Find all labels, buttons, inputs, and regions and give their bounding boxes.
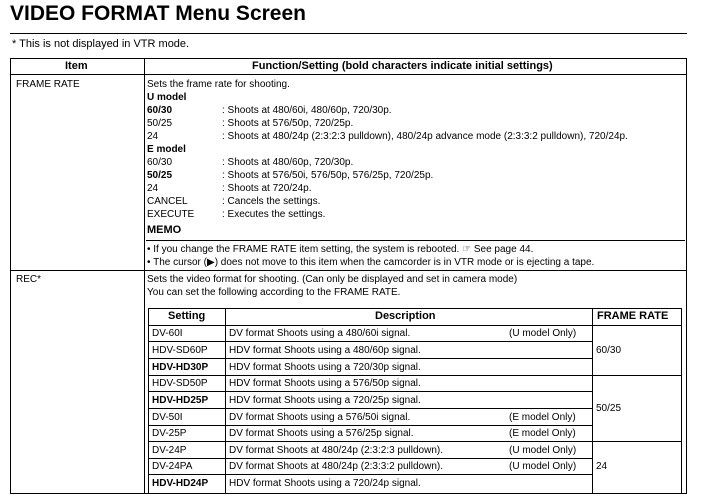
column-divider	[144, 58, 145, 494]
cancel-setting: CANCEL	[147, 196, 188, 207]
rec-setting-dv-25p: DV-25P	[152, 428, 187, 439]
rec-desc: HDV format Shoots using a 720/25p signal.	[229, 395, 421, 406]
rec-frame-rate-50-25: 50/25	[596, 403, 622, 414]
rec-header-frame-rate: FRAME RATE	[597, 310, 669, 322]
rec-desc: HDV format Shoots using a 720/30p signal.	[229, 362, 421, 373]
rec-setting-dv-24p: DV-24P	[152, 445, 187, 456]
rec-row-rule	[148, 408, 592, 409]
memo-rule	[146, 240, 685, 241]
rec-row-rule	[148, 358, 592, 359]
frame-rate-intro: Sets the frame rate for shooting.	[147, 79, 290, 90]
rec-model: (U model Only)	[509, 461, 577, 472]
rec-desc: DV format Shoots at 480/24p (2:3:3:2 pulldown).	[229, 461, 444, 472]
vtr-note: * This is not displayed in VTR mode.	[12, 38, 190, 50]
rec-setting-hdv-hd24p: HDV-HD24P	[152, 478, 209, 489]
u-desc-24: : Shoots at 480/24p (2:3:2:3 pulldown), 480/24p advance mode (2:3:3:2 pulldown), 720/24p.	[222, 131, 628, 142]
u-setting-60-30: 60/30	[147, 105, 173, 116]
rec-row-rule	[148, 474, 592, 475]
rec-setting-hdv-hd30p: HDV-HD30P	[152, 362, 209, 373]
u-setting-24: 24	[147, 131, 159, 142]
rec-header-description: Description	[375, 310, 436, 322]
rec-group-rule	[148, 375, 682, 376]
row-rule	[10, 270, 687, 271]
memo-line-2: • The cursor (▶) does not move to this item when the camcorder is in VTR mode or is ejecting a tape.	[147, 257, 595, 268]
rec-desc: HDV format Shoots using a 576/50p signal.	[229, 378, 421, 389]
execute-desc: : Executes the settings.	[222, 209, 326, 220]
rec-col-divider-1	[225, 308, 226, 494]
e-desc-50-25: : Shoots at 576/50i, 576/50p, 576/25p, 720/25p.	[222, 170, 434, 181]
rec-frame-rate-24: 24	[596, 461, 608, 472]
execute-setting: EXECUTE	[147, 209, 195, 220]
rec-desc: DV format Shoots at 480/24p (2:3:2:3 pulldown).	[229, 445, 444, 456]
rec-header-setting: Setting	[168, 310, 206, 322]
rec-desc: HDV format Shoots using a 720/24p signal.	[229, 478, 421, 489]
item-rec: REC*	[16, 274, 42, 285]
e-model-label: E model	[147, 144, 186, 155]
rec-setting-hdv-hd25p: HDV-HD25P	[152, 395, 209, 406]
header-item: Item	[65, 60, 88, 72]
item-frame-rate: FRAME RATE	[16, 79, 80, 90]
rec-model: (U model Only)	[509, 445, 577, 456]
u-desc-60-30: : Shoots at 480/60i, 480/60p, 720/30p.	[222, 105, 392, 116]
u-desc-50-25: : Shoots at 576/50p, 720/25p.	[222, 118, 354, 129]
memo-line-1: • If you change the FRAME RATE item setting, the system is rebooted. ☞ See page 44.	[147, 244, 534, 255]
memo-title: MEMO	[147, 224, 182, 236]
e-setting-24: 24	[147, 183, 159, 194]
rec-model: (E model Only)	[509, 428, 576, 439]
rec-setting-hdv-sd50p: HDV-SD50P	[152, 378, 208, 389]
rec-group-rule	[148, 441, 682, 442]
cancel-desc: : Cancels the settings.	[222, 196, 321, 207]
rec-setting-hdv-sd60p: HDV-SD60P	[152, 345, 208, 356]
rec-row-rule	[148, 341, 592, 342]
page-title: VIDEO FORMAT Menu Screen	[10, 2, 306, 25]
rec-row-rule	[148, 458, 592, 459]
header-rule	[10, 74, 687, 75]
header-function: Function/Setting (bold characters indicate initial settings)	[252, 60, 553, 72]
rec-model: (U model Only)	[509, 328, 577, 339]
rec-desc: HDV format Shoots using a 480/60p signal.	[229, 345, 421, 356]
u-setting-50-25: 50/25	[147, 118, 173, 129]
rec-row-rule	[148, 425, 592, 426]
rec-desc: DV format Shoots using a 480/60i signal.	[229, 328, 411, 339]
rec-row-rule	[148, 391, 592, 392]
rec-desc: DV format Shoots using a 576/50i signal.	[229, 412, 411, 423]
rec-intro-1: Sets the video format for shooting. (Can only be displayed and set in camera mode)	[147, 274, 518, 285]
title-rule	[10, 33, 687, 34]
e-setting-50-25: 50/25	[147, 170, 173, 181]
rec-setting-dv-50i: DV-50I	[152, 412, 183, 423]
rec-model: (E model Only)	[509, 412, 576, 423]
rec-setting-dv-60i: DV-60I	[152, 328, 183, 339]
rec-col-divider-2	[592, 308, 593, 494]
e-desc-24: : Shoots at 720/24p.	[222, 183, 312, 194]
rec-frame-rate-60-30: 60/30	[596, 345, 622, 356]
e-setting-60-30: 60/30	[147, 157, 173, 168]
u-model-label: U model	[147, 92, 187, 103]
rec-setting-dv-24pa: DV-24PA	[152, 461, 193, 472]
e-desc-60-30: : Shoots at 480/60p, 720/30p.	[222, 157, 354, 168]
rec-desc: DV format Shoots using a 576/25p signal.	[229, 428, 414, 439]
rec-intro-2: You can set the following according to the FRAME RATE.	[147, 287, 401, 298]
rec-header-rule	[148, 325, 682, 326]
